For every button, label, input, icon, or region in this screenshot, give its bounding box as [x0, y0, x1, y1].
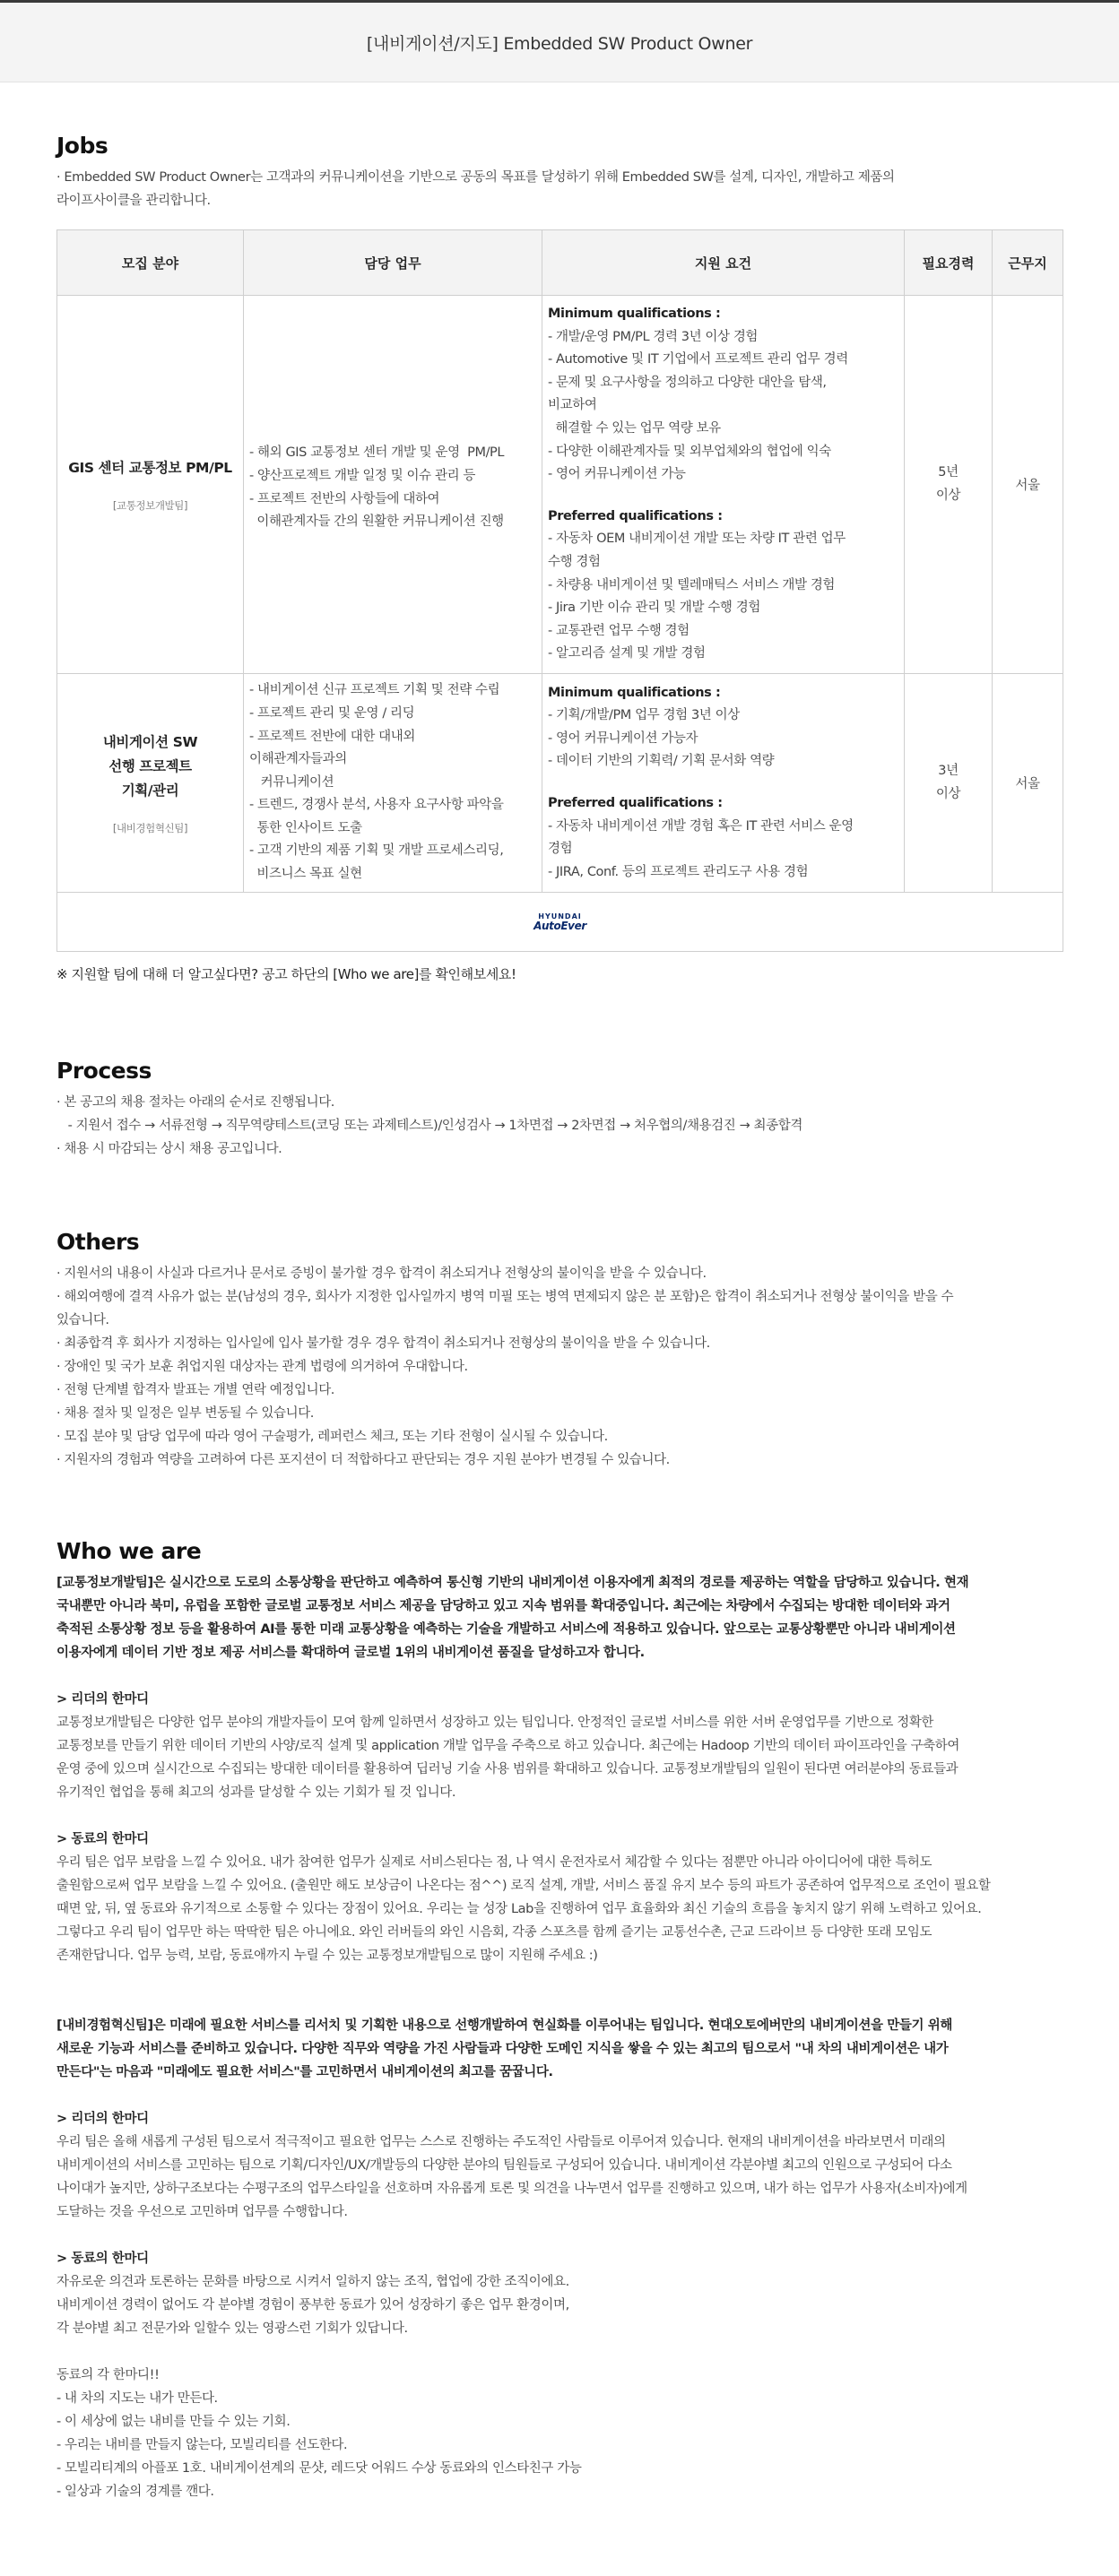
qual-line: - 영어 커뮤니케이션 가능자: [548, 730, 698, 746]
team2-each-line: - 이 세상에 없는 내비를 만들 수 있는 기회.: [56, 2415, 291, 2429]
team1-intro-line: 축적된 소통상황 정보 등을 활용하여 AI를 통한 미래 교통상황을 예측하는 기술을 개발하고 서비스에 적용하고 있습니다. 앞으로는 교통상황뿐만 아니라 내비게이션: [56, 1622, 956, 1637]
team2-intro-line: [내비경험혁신팀]은 미래에 필요한 서비스를 리서치 및 기획한 내용으로 선행개발하여 현실화를 이루어내는 팀입니다. 현대오토에버만의 내비게이션을 만들기 위해: [56, 2018, 952, 2033]
pref-qual-title: Preferred qualifications :: [548, 796, 723, 810]
field-name: GIS 센터 교통정보 PM/PL: [68, 460, 232, 476]
duties-cell: [244, 674, 542, 893]
duty-line: - 내비게이션 신규 프로젝트 기획 및 전략 수립: [249, 683, 500, 698]
qual-line: 해결할 수 있는 업무 역량 보유: [548, 421, 721, 437]
requirements-cell: [542, 674, 905, 893]
location-cell: [993, 296, 1063, 674]
qual-line: - 차량용 내비게이션 및 텔레매틱스 서비스 개발 경험: [548, 577, 836, 592]
jobs-intro-line: · Embedded SW Product Owner는 고객과의 커뮤니케이션을 기반으로 공동의 목표를 달성하기 위해 Embedded SW를 설계, 디자인, 개발하고 제품의: [56, 170, 895, 185]
team1-intro-line: 이용자에게 데이터 기반 정보 제공 서비스를 확대하여 글로벌 1위의 내비게이션 품질을 달성하고자 합니다.: [56, 1646, 645, 1660]
team1-leader-line: 유기적인 협업을 통해 최고의 성과를 달성할 수 있는 기회가 될 것 입니다.: [56, 1785, 456, 1800]
process-line: · 본 공고의 채용 절차는 아래의 순서로 진행됩니다.: [56, 1095, 335, 1110]
team2-each-line: - 모빌리티계의 아플포 1호. 내비게이션계의 문샷, 레드닷 어워드 수상 동료와의 인스타친구 가능: [56, 2461, 582, 2476]
pref-qual-title: Preferred qualifications :: [548, 508, 723, 523]
team-name: [내비경험혁신팀]: [112, 822, 188, 834]
logo-row: [57, 893, 1063, 952]
qual-line: 비교하여: [548, 398, 597, 413]
location-cell: [993, 674, 1063, 893]
team1-leader-line: 운영 중에 있으며 실시간으로 수집되는 방대한 데이터를 활용하여 딥러닝 기술 사용 범위를 확대하고 있습니다. 교통정보개발팀의 일원이 된다면 여러분야의 동료들과: [56, 1762, 959, 1776]
career-cell: [905, 674, 993, 893]
field-cell: [57, 296, 244, 674]
jobs-intro-line: 라이프사이클을 관리합니다.: [56, 194, 211, 208]
career-cell: [905, 296, 993, 674]
team2-each-line: - 일상과 기술의 경계를 깬다.: [56, 2485, 214, 2499]
colleague-title: > 동료의 한마디: [56, 1832, 149, 1846]
others-heading: Others: [56, 1229, 140, 1255]
min-qual-title: Minimum qualifications :: [548, 307, 721, 322]
qual-line: - Jira 기반 이슈 관리 및 개발 수행 경험: [548, 601, 760, 616]
others-line: · 지원서의 내용이 사실과 다르거나 문서로 증빙이 불가할 경우 합격이 취소되거나 전형상의 불이익을 받을 수 있습니다.: [56, 1266, 707, 1281]
field-name: 선행 프로젝트: [108, 758, 192, 774]
career-value: 3년: [938, 763, 959, 778]
others-line: · 해외여행에 결격 사유가 없는 분(남성의 경우, 회사가 지정한 입사일까지 병역 미필 또는 병역 면제되지 않은 분 포함)은 합격이 취소되거나 전형상 불이익을 받을 수: [56, 1290, 954, 1304]
team1-colleague-line: 존재한답니다. 업무 능력, 보람, 동료애까지 누릴 수 있는 교통정보개발팀으로 많이 지원해 주세요 :): [56, 1949, 598, 1963]
table-header-row: [57, 230, 1063, 296]
logo-text-bottom: AutoEver: [533, 919, 586, 932]
field-name: 내비게이션 SW: [102, 734, 198, 750]
team1-intro-line: 국내뿐만 아니라 북미, 유럽을 포함한 글로벌 교통정보 서비스 제공을 담당하고 있고 지속 범위를 확대중입니다. 최근에는 차량에서 수집되는 방대한 데이터와 과거: [56, 1599, 950, 1613]
duty-line: 커뮤니케이션: [249, 774, 334, 790]
duty-line: - 해외 GIS 교통정보 센터 개발 및 운영 PM/PL: [249, 445, 505, 461]
others-line: 있습니다.: [56, 1313, 109, 1327]
qual-line: - 개발/운영 PM/PL 경력 3년 이상 경험: [548, 329, 759, 344]
field-name: 기획/관리: [121, 782, 179, 799]
qual-line: - 알고리즘 설계 및 개발 경험: [548, 646, 706, 661]
colleague-title: > 동료의 한마디: [56, 2252, 149, 2266]
qual-line: - 영어 커뮤니케이션 가능: [548, 467, 686, 482]
qual-line: - 데이터 기반의 기획력/ 기획 문서화 역량: [548, 754, 775, 769]
others-line: · 모집 분야 및 담당 업무에 따라 영어 구술평가, 레퍼런스 체크, 또는 기타 전형이 실시될 수 있습니다.: [56, 1430, 608, 1444]
team2-each-line: 동료의 각 한마디!!: [56, 2368, 160, 2382]
qual-line: - JIRA, Conf. 등의 프로젝트 관리도구 사용 경험: [548, 864, 809, 879]
duty-line: 통한 인사이트 도출: [249, 820, 362, 835]
qual-line: - 자동차 내비게이션 개발 경험 혹은 IT 관련 서비스 운영: [548, 818, 854, 834]
team2-colleague-line: 내비게이션 경력이 없어도 각 분야별 경험이 풍부한 동료가 있어 성장하기 좋은 업무 환경이며,: [56, 2298, 569, 2312]
requirements-cell: [542, 296, 905, 674]
min-qual-title: Minimum qualifications :: [548, 685, 721, 700]
team1-colleague-line: 때면 앞, 뒤, 옆 동료와 유기적으로 소통할 수 있다는 장점이 있어요. 우리는 늘 성장 Lab을 진행하여 업무 효율화와 최신 기술의 흐름을 놓치지 않기 위해 노력하고 있어요.: [56, 1902, 982, 1916]
team2-each-line: - 우리는 내비를 만들지 않는다, 모빌리티를 선도한다.: [56, 2438, 348, 2452]
team1-leader-line: 교통정보개발팀은 다양한 업무 분야의 개발자들이 모여 함께 일하면서 성장하고 있는 팀입니다. 안정적인 글로벌 서비스를 위한 서버 운영업무를 기반으로 정확한: [56, 1716, 934, 1730]
team-name: [교통정보개발팀]: [112, 499, 188, 512]
qual-line: - 다양한 이해관계자들 및 외부업체와의 협업에 익숙: [548, 444, 831, 459]
duty-line: - 프로젝트 관리 및 운영 / 리딩: [249, 705, 415, 721]
others-line: · 최종합격 후 회사가 지정하는 입사일에 입사 불가할 경우 경우 합격이 취소되거나 전형상의 불이익을 받을 수 있습니다.: [56, 1336, 710, 1351]
who-we-are-section: [56, 1538, 1063, 2503]
duty-line: 이해관계자들 간의 원활한 커뮤니케이션 진행: [249, 514, 504, 530]
field-cell: [57, 674, 244, 893]
logo-text-top: HYUNDAI: [538, 912, 582, 921]
leader-title: > 리더의 한마디: [56, 1692, 149, 1707]
team1-leader-line: 교통정보를 만들기 위한 데이터 기반의 사양/로직 설계 및 application 개발 업무을 주축으로 하고 있습니다. 최근에는 Hadoop 기반의 데이터 파이프라인을 구축하여: [56, 1739, 959, 1753]
team2-each-line: - 내 차의 지도는 내가 만든다.: [56, 2391, 218, 2406]
column-header: 담당 업무: [244, 230, 542, 296]
team2-intro-line: 새로운 기능과 서비스를 준비하고 있습니다. 다양한 직무와 역량을 가진 사람들과 다양한 도메인 지식을 쌓을 수 있는 최고의 팀으로서 "내 차의 내비게이션은 내가: [56, 2042, 949, 2056]
table-row: [57, 674, 1063, 893]
team2-intro-line: 만든다"는 마음과 "미래에도 필요한 서비스"를 고민하면서 내비게이션의 최고를 꿈꿉니다.: [56, 2065, 553, 2079]
duty-line: - 고객 기반의 제품 기획 및 개발 프로세스리딩,: [249, 843, 504, 859]
team1-colleague-line: 출원함으로써 업무 보람을 느낄 수 있어요. (출원만 해도 보상금이 나온다는 점^^) 로직 설계, 개발, 서비스 품질 유지 보수 등의 파트가 공존하여 업무적으로 조언이 필요할: [56, 1879, 991, 1893]
duty-line: - 양산프로젝트 개발 일정 및 이슈 관리 등: [249, 468, 476, 483]
duty-line: 비즈니스 목표 실현: [249, 867, 362, 882]
column-header: 모집 분야: [57, 230, 244, 296]
location-value: 서울: [1015, 777, 1040, 791]
duties-cell: [244, 296, 542, 674]
column-header: 근무지: [993, 230, 1063, 296]
team1-intro-line: [교통정보개발팀]은 실시간으로 도로의 소통상황을 판단하고 예측하여 통신형 기반의 내비게이션 이용자에게 최적의 경로를 제공하는 역할을 담당하고 있습니다. 현재: [56, 1576, 969, 1590]
career-value: 5년: [938, 464, 959, 480]
team2-leader-line: 우리 팀은 올해 새롭게 구성된 팀으로서 적극적이고 필요한 업무는 스스로 진행하는 주도적인 사람들로 이루어져 있습니다. 현재의 내비게이션을 바라보면서 미래의: [56, 2135, 946, 2149]
others-line: · 지원자의 경험과 역량을 고려하여 다른 포지션이 더 적합하다고 판단되는 경우 지원 분야가 변경될 수 있습니다.: [56, 1453, 670, 1467]
page-title: [내비게이션/지도] Embedded SW Product Owner: [366, 33, 753, 54]
team2-leader-line: 나이대가 높지만, 상하구조보다는 수평구조의 업무스타일을 선호하며 자유롭게 토론 및 의견을 나누면서 업무를 진행하고 있으며, 내가 하는 업무가 사용자(소비자)에게: [56, 2182, 967, 2196]
location-value: 서울: [1015, 479, 1040, 493]
qual-line: - 자동차 OEM 내비게이션 개발 또는 차량 IT 관련 업무: [548, 532, 846, 547]
jobs-table: [56, 229, 1063, 952]
duty-line: - 트렌드, 경쟁사 분석, 사용자 요구사항 파악을: [249, 798, 504, 813]
team2-leader-line: 내비게이션의 서비스를 고민하는 팀으로 기획/디자인/UX/개발등의 다양한 분야의 팀원들로 구성되어 있습니다. 내비게이션 각분야별 최고의 인원으로 구성되어 다소: [56, 2158, 952, 2173]
career-value: 이상: [935, 786, 961, 801]
others-line: · 채용 절차 및 일정은 일부 변동될 수 있습니다.: [56, 1406, 315, 1421]
qual-line: - 문제 및 요구사항을 정의하고 다양한 대안을 탐색,: [548, 375, 827, 390]
jobs-heading: Jobs: [56, 133, 108, 159]
column-header: 필요경력: [905, 230, 993, 296]
logo-cell: [57, 893, 1063, 952]
process-heading: Process: [56, 1058, 152, 1084]
leader-title: > 리더의 한마디: [56, 2112, 149, 2126]
duty-line: - 프로젝트 전반에 대한 대내외: [249, 729, 415, 744]
team2-colleague-line: 각 분야별 최고 전문가와 일할수 있는 영광스런 기회가 있답니다.: [56, 2321, 408, 2336]
qual-line: 경험: [548, 842, 573, 857]
team1-colleague-line: 그렇다고 우리 팀이 업무만 하는 딱딱한 팀은 아니에요. 와인 러버들의 와인 시음회, 각종 스포츠를 함께 즐기는 교통선수촌, 근교 드라이브 등 다양한 또래 모임도: [56, 1925, 932, 1940]
column-header: 지원 요건: [542, 230, 905, 296]
who-heading: Who we are: [56, 1538, 202, 1564]
duty-line: - 프로젝트 전반의 사항들에 대하여: [249, 491, 440, 506]
duty-line: 이해관계자들과의: [249, 752, 347, 767]
process-line: - 지원서 접수 → 서류전형 → 직무역량테스트(코딩 또는 과제테스트)/인성검사 → 1차면접 → 2차면접 → 처우협의/채용검진 → 최종합격: [56, 1119, 802, 1133]
title-bar: [0, 0, 1119, 82]
process-section: [56, 1058, 1063, 1161]
others-section: [56, 1229, 1063, 1472]
team2-colleague-line: 자유로운 의견과 토론하는 문화를 바탕으로 시켜서 일하지 않는 조직, 협업에 강한 조직이에요.: [56, 2275, 569, 2289]
others-line: · 전형 단계별 합격자 발표는 개별 연락 예정입니다.: [56, 1383, 335, 1397]
team-info-note: ※ 지원할 팀에 대해 더 알고싶다면? 공고 하단의 [Who we are]를 확인해보세요!: [56, 966, 516, 982]
table-row: [57, 296, 1063, 674]
team1-colleague-line: 우리 팀은 업무 보람을 느낄 수 있어요. 내가 참여한 업무가 실제로 서비스된다는 점, 나 역시 운전자로서 체감할 수 있다는 점뿐만 아니라 아이디어에 대한 특허도: [56, 1855, 932, 1870]
others-line: · 장애인 및 국가 보훈 취업지원 대상자는 관계 법령에 의거하여 우대합니다.: [56, 1360, 468, 1374]
qual-line: - 기획/개발/PM 업무 경험 3년 이상: [548, 708, 740, 723]
process-line: · 채용 시 마감되는 상시 채용 공고입니다.: [56, 1142, 282, 1156]
team2-leader-line: 도달하는 것을 우선으로 고민하며 업무를 수행합니다.: [56, 2205, 348, 2219]
qual-line: - 교통관련 업무 수행 경험: [548, 623, 690, 638]
career-value: 이상: [935, 488, 961, 503]
hyundai-autoever-logo: [533, 912, 586, 931]
qual-line: 수행 경험: [548, 554, 601, 569]
qual-line: - Automotive 및 IT 기업에서 프로젝트 관리 업무 경력: [548, 352, 848, 367]
jobs-section: [56, 133, 1063, 212]
